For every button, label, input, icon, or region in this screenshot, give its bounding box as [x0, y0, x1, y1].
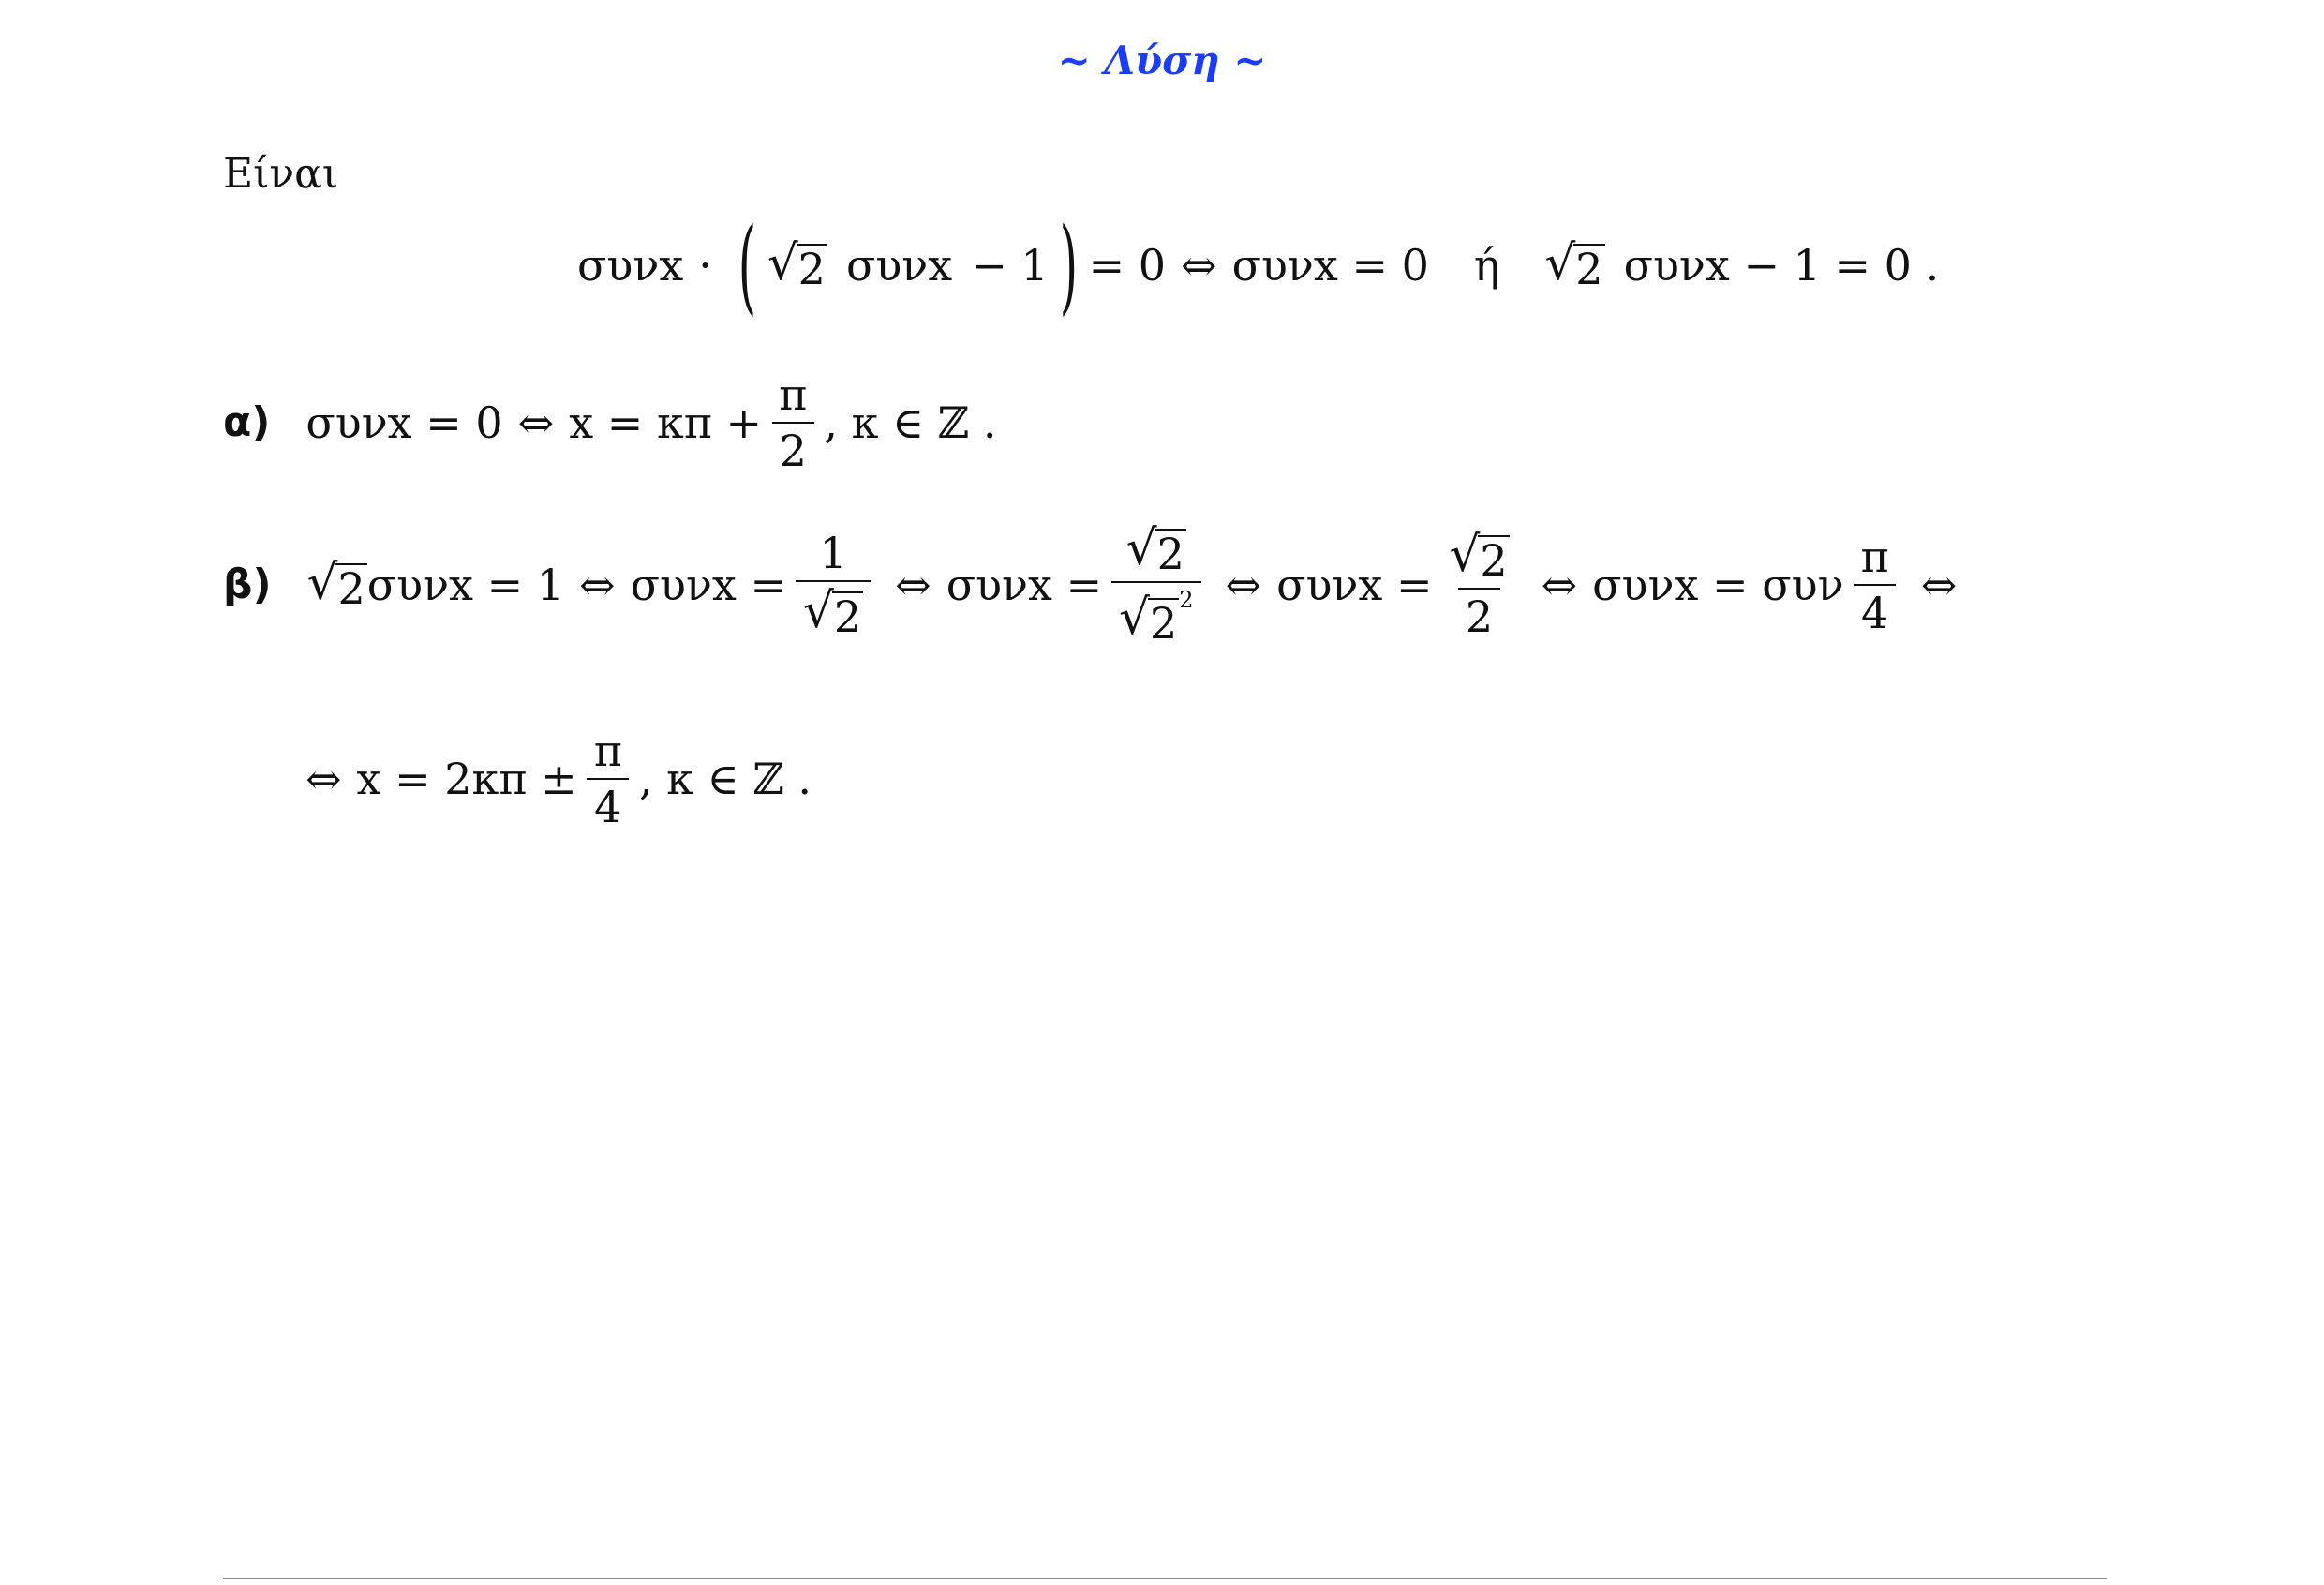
part-b-label: β): [223, 561, 272, 608]
denominator: 4: [587, 778, 629, 829]
radical-sign: √: [1449, 527, 1481, 583]
eq-term: συνx: [845, 240, 953, 291]
iff-symbol: ⇔: [1181, 240, 1217, 291]
eq-term: συνx: [577, 240, 684, 291]
eq-term: , κ ∈ ℤ .: [824, 397, 997, 448]
denominator: 4: [1854, 584, 1896, 635]
eq-term: συνx =: [630, 560, 787, 610]
radicand: 2: [797, 244, 826, 294]
eq-term: συνx = 0: [1231, 240, 1429, 291]
eq-term: , κ ∈ ℤ .: [638, 754, 812, 804]
numerator: 1: [819, 528, 847, 578]
sqrt-expr: [803, 583, 863, 642]
radicand: 2: [337, 563, 365, 614]
radical-sign: √: [306, 555, 338, 611]
eq-dot: ·: [698, 240, 712, 291]
iff-symbol: ⇔: [1541, 560, 1578, 610]
fraction: [771, 369, 814, 476]
numerator: π: [593, 725, 622, 776]
numerator: π: [1860, 531, 1889, 582]
eq-term: − 1: [971, 240, 1049, 291]
eq-term: x = κπ +: [569, 397, 763, 448]
radical-sign: √: [1125, 520, 1157, 576]
iff-symbol: ⇔: [579, 560, 616, 610]
footer-rule: [223, 1578, 2107, 1579]
part-a-label: α): [223, 398, 271, 446]
fraction: [1111, 520, 1200, 649]
part-b-continuation: [305, 725, 812, 832]
part-b-equation: [223, 520, 1972, 649]
intro-text: Είναι: [223, 150, 339, 198]
numerator: π: [779, 369, 808, 420]
sqrt-expr: [306, 555, 367, 614]
eq-term: συνx = 1: [366, 560, 565, 610]
fraction: [587, 725, 630, 832]
sqrt-expr: [1449, 527, 1510, 586]
iff-symbol: ⇔: [895, 560, 931, 610]
iff-symbol: ⇔: [305, 754, 342, 804]
eq-term: = 0: [1088, 240, 1167, 291]
right-paren: ): [1059, 205, 1078, 325]
sqrt-expr: [1125, 520, 1186, 579]
sqrt-expr: [1544, 235, 1604, 294]
radical-sign: √: [767, 235, 798, 292]
denominator: 2: [772, 422, 814, 472]
radical-sign: √: [1119, 590, 1150, 646]
main-equation: [577, 205, 1940, 325]
sqrt-expr: [767, 235, 827, 294]
left-paren: (: [737, 205, 757, 325]
iff-symbol: ⇔: [517, 397, 555, 448]
sqrt-expr: [1119, 590, 1179, 649]
numerator: [1442, 527, 1517, 588]
or-word: ή: [1473, 240, 1500, 291]
radicand: 2: [1480, 535, 1508, 586]
denominator: [796, 580, 871, 642]
eq-term: συνx =: [946, 560, 1103, 610]
iff-symbol: ⇔: [1920, 560, 1958, 610]
fraction: [796, 528, 871, 642]
iff-symbol: ⇔: [1225, 560, 1262, 610]
eq-term: συνx = 0: [305, 397, 503, 448]
denominator: [1111, 581, 1200, 649]
eq-term: συνx = συν: [1592, 560, 1844, 610]
part-a-equation: [223, 369, 997, 476]
radicand: 2: [833, 591, 862, 642]
radicand: 2: [1149, 598, 1178, 649]
solution-title: ~ Λύση ~: [1057, 37, 1267, 83]
radical-sign: √: [1544, 235, 1576, 292]
fraction: [1854, 531, 1897, 638]
radicand: 2: [1156, 529, 1184, 579]
eq-term: x = 2κπ ±: [356, 754, 577, 804]
radicand: 2: [1575, 244, 1603, 294]
exponent: 2: [1179, 587, 1194, 613]
eq-term: συνx − 1 = 0 .: [1623, 240, 1940, 291]
fraction: [1442, 527, 1517, 642]
radical-sign: √: [803, 583, 834, 639]
denominator: 2: [1458, 588, 1500, 638]
numerator: [1119, 520, 1194, 581]
eq-term: συνx =: [1276, 560, 1433, 610]
